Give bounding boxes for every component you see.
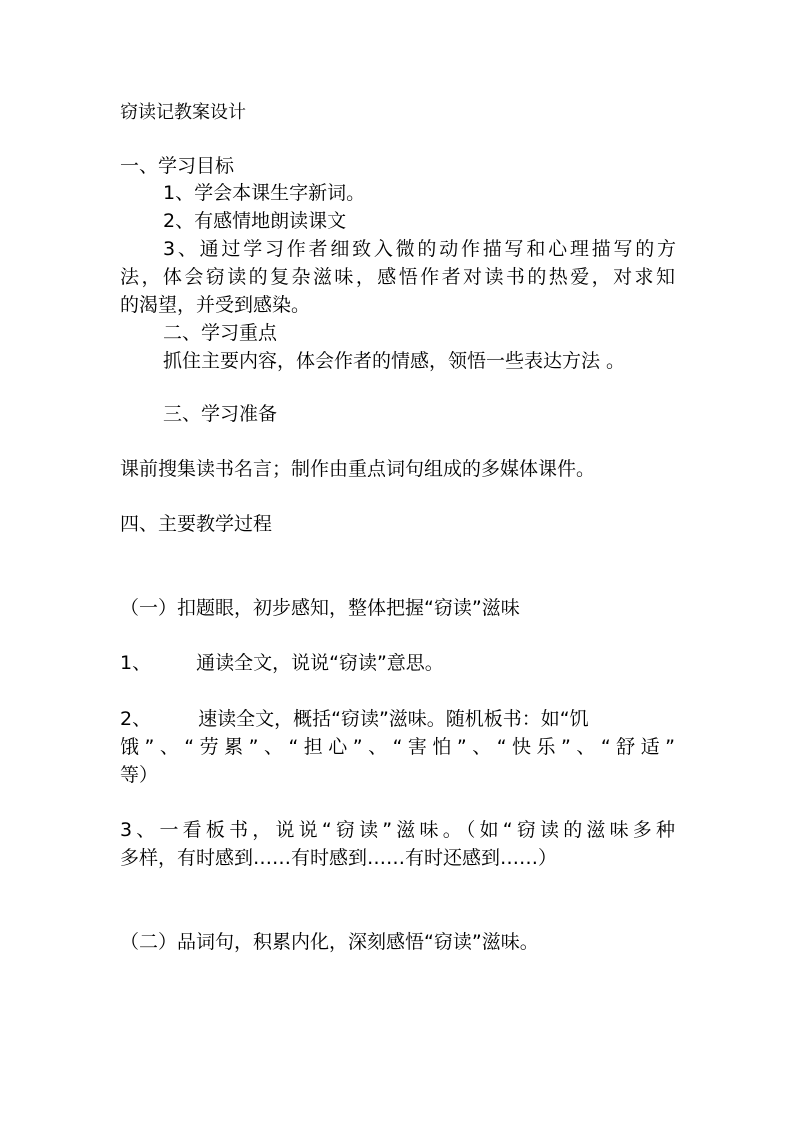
goal-item-2: 2、有感情地朗读课文 [163, 210, 347, 232]
step-1-item-3-line-1: 3、一看板书，说说“窃读”滋味。（如“窃读的滋味多种 [120, 819, 675, 841]
step-1-item-1 [120, 650, 680, 677]
document-title: 窃读记教案设计 [120, 102, 246, 123]
prep-text: 课前搜集读书名言；制作由重点词句组成的多媒体课件。 [120, 458, 596, 480]
step-1-item-1-number: 1、 [120, 652, 152, 674]
step-1-item-2-line-3: 等） [120, 764, 159, 786]
section-heading-process: 四、主要教学过程 [120, 513, 273, 535]
focus-text: 抓住主要内容，体会作者的情感，领悟一些表达方法 。 [163, 350, 626, 372]
goal-item-3-line-1: 3、通过学习作者细致入微的动作描写和心理描写的方 [163, 238, 676, 260]
step-1-item-2-number: 2、 [120, 708, 152, 730]
step-1-item-2-text-line-1: 速读全文，概括“窃读”滋味。随机板书：如“饥 [198, 708, 589, 730]
goal-item-1: 1、学会本课生字新词。 [163, 182, 366, 204]
step-1-item-1-text: 通读全文，说说“窃读”意思。 [196, 652, 444, 674]
section-heading-goals: 一、学习目标 [120, 155, 235, 177]
step-1-heading: （一）扣题眼，初步感知，整体把握“窃读”滋味 [120, 597, 520, 619]
goal-item-3-line-3: 的渴望，并受到感染。 [120, 294, 311, 316]
goal-item-3-line-2: 法，体会窃读的复杂滋味，感悟作者对读书的热爱，对求知 [120, 266, 675, 288]
step-1-item-2-line-2: 饿”、“劳累”、“担心”、“害怕”、“快乐”、“舒适” [120, 736, 675, 758]
step-2-heading: （二）品词句，积累内化，深刻感悟“窃读”滋味。 [120, 931, 539, 953]
step-1-item-3-line-2: 多样，有时感到……有时感到……有时还感到……） [120, 847, 558, 869]
step-1-item-2-line-1 [120, 706, 680, 733]
section-heading-focus: 二、学习重点 [163, 322, 278, 344]
section-heading-prep: 三、学习准备 [163, 403, 278, 425]
